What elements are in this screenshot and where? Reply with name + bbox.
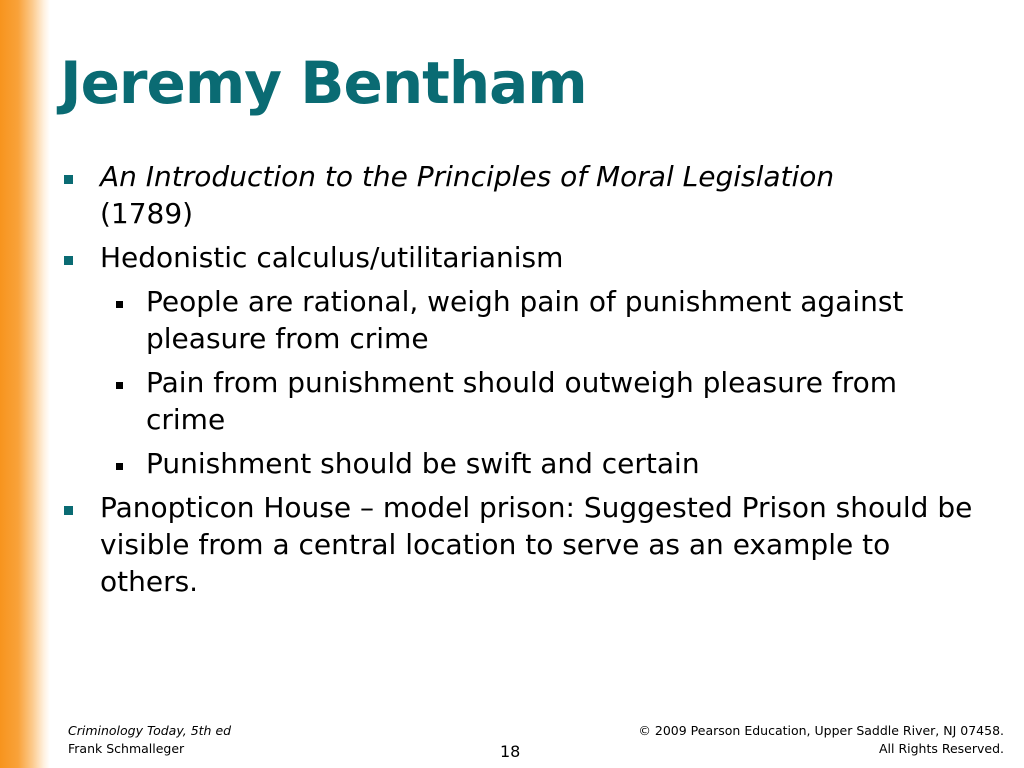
square-bullet-icon: [64, 256, 73, 265]
footer-author: Frank Schmalleger: [68, 741, 185, 756]
sub-bullet-rational: [60, 283, 980, 357]
page-number: 18: [500, 742, 521, 761]
bullet-item-hedonistic: [60, 239, 980, 276]
square-bullet-icon: [64, 506, 73, 515]
footer-copyright: [638, 722, 1004, 758]
rights-text: All Rights Reserved.: [878, 741, 1004, 756]
outweigh-text: Pain from punishment should outweigh pleasure from crime: [146, 366, 898, 436]
footer-book-title: Criminology Today, 5th ed: [68, 723, 232, 738]
bullet-list: [60, 158, 980, 607]
sub-bullet-swift: [60, 445, 980, 482]
bullet-item-book: [60, 158, 980, 232]
rational-text: People are rational, weigh pain of punishment against pleasure from crime: [146, 285, 904, 355]
book-title-text: An Introduction to the Principles of Moral Legislation: [100, 160, 835, 193]
footer-citation: [68, 722, 231, 758]
square-bullet-icon: [116, 301, 123, 308]
copyright-text: © 2009 Pearson Education, Upper Saddle River, NJ 07458.: [638, 723, 1004, 738]
book-year-text: (1789): [100, 197, 194, 230]
square-bullet-icon: [64, 175, 73, 184]
left-decorative-bar: [0, 0, 50, 768]
bullet-item-panopticon: [60, 489, 980, 600]
square-bullet-icon: [116, 382, 123, 389]
panopticon-text: Panopticon House – model prison: Suggested Prison should be visible from a central location to serve as an example to others.: [100, 491, 973, 598]
hedonistic-text: Hedonistic calculus/utilitarianism: [100, 241, 564, 274]
square-bullet-icon: [116, 463, 123, 470]
slide-title: Jeremy Bentham: [60, 49, 587, 117]
swift-text: Punishment should be swift and certain: [146, 447, 700, 480]
sub-bullet-outweigh: [60, 364, 980, 438]
